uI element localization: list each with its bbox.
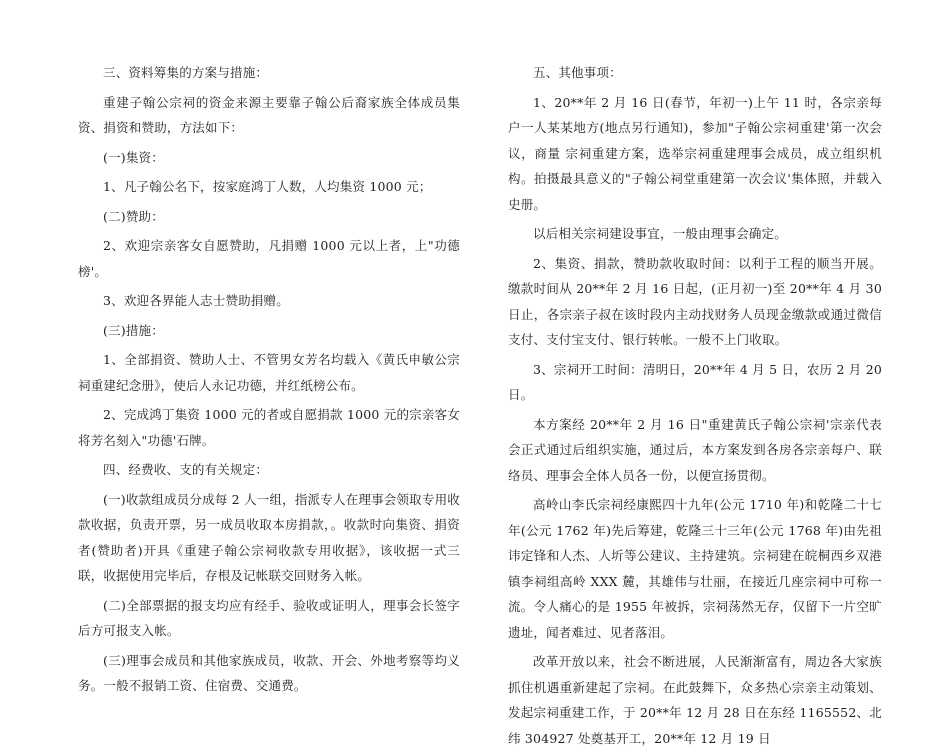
right-paragraph: 高岭山李氏宗祠经康熙四十九年(公元 1710 年)和乾隆二十七年(公元 1762 年)先后筹建，乾隆三十三年(公元 1768 年)由先祖讳定锋和人杰、人圻等公建议、主持建筑。宗祠建在皖桐西乡双港镇李祠组高岭 XXX 麓，其雄伟与壮丽，在接近几座宗祠中可称一流。令人痛心的是 1955 年被拆，宗祠荡然无存，仅留下一片空旷遗址，闻者难过、见者落泪。 <box>508 497 882 640</box>
left-paragraph: 三、资料筹集的方案与措施： <box>103 65 269 80</box>
left-paragraph: (二)全部票据的报支均应有经手、验收或证明人，理事会长签字后方可报支入帐。 <box>78 597 460 638</box>
left-paragraph: (三)措施： <box>103 322 164 338</box>
left-paragraph: (三)理事会成员和其他家族成员，收款、开会、外地考察等均义务。一般不报销工资、住宿费、交通费。 <box>78 652 460 693</box>
left-paragraph: 重建子翰公宗祠的资金来源主要靠子翰公后裔家族全体成员集资、捐资和赞助，方法如下： <box>78 94 460 135</box>
left-paragraph: 2、欢迎宗亲客女自愿赞助，凡捐赠 1000 元以上者，上"功德榜'。 <box>78 238 460 279</box>
right-paragraph: 本方案经 20**年 2 月 16 日"重建黄氏子翰公宗祠'宗亲代表会正式通过后组织实施，通过后，本方案发到各房各宗亲每户、联络员、理事会全体人员各一份，以便宣扬贯彻。 <box>508 416 882 483</box>
left-paragraph: 3、欢迎各界能人志士赞助捐赠。 <box>103 293 289 308</box>
right-paragraph: 1、20**年 2 月 16 日(春节，年初一)上午 11 时，各宗亲每户一人某某地方(地点另行通知)，参加"子翰公宗祠重建'第一次会议，商量 宗祠重建方案，选举宗祠重建理事会成员，成立组织机构。拍摄最具意义的"子翰公祠堂重建第一次会议'集体照，并载入史册。 <box>508 94 882 212</box>
left-paragraph: 2、完成鸿丁集资 1000 元的者或自愿捐款 1000 元的宗亲客女将芳名刻入"功德'石牌。 <box>78 407 460 448</box>
right-paragraph: 以后相关宗祠建设事宜，一般由理事会确定。 <box>533 226 788 241</box>
left-paragraph: (一)收款组成员分成每 2 人一组，指派专人在理事会领取专用收款收据，负责开票，另一成员收取本房捐款，。收款时向集资、捐资者(赞助者)开具《重建子翰公宗祠收款专用收据》，该收据一式三联，收据使用完毕后，存根及记帐联交回财务入帐。 <box>78 491 460 583</box>
right-paragraph: 2、集资、捐款，赞助款收取时间：以利于工程的顺当开展。缴款时间从 20**年 2 月 16 日起，(正月初一)至 20**年 4 月 30 日止，各宗亲子叔在该时段内主动找财务人员现金缴款或通过微信支付、支付宝支付、银行转帐。一般不上门收取。 <box>508 255 882 347</box>
right-paragraph: 3、宗祠开工时间：清明日，20**年 4 月 5 日，农历 2 月 20 日。 <box>508 361 882 402</box>
left-paragraph: 1、全部捐资、赞助人士、不管男女芳名均载入《黄氏申敏公宗祠重建纪念册》，使后人永记功德，并红纸榜公布。 <box>78 352 460 393</box>
left-paragraph: 四、经费收、支的有关规定： <box>103 462 269 477</box>
left-paragraph: (一)集资： <box>103 149 164 165</box>
right-paragraph: 五、其他事项： <box>533 65 622 80</box>
right-column <box>508 60 882 755</box>
left-paragraph: (二)赞助： <box>103 208 164 224</box>
left-paragraph: 1、凡子翰公名下，按家庭鸿丁人数，人均集资 1000 元； <box>103 179 432 194</box>
right-paragraph: 改革开放以来，社会不断进展，人民渐渐富有，周边各大家族抓住机遇重新建起了宗祠。在此鼓舞下，众多热心宗亲主动策划、发起宗祠重建工作，于 20**年 12 月 28 日在东经 1165552、北纬 304927 处奠基开工，20**年 12 月 19 日 <box>508 654 882 746</box>
left-column <box>78 60 460 703</box>
